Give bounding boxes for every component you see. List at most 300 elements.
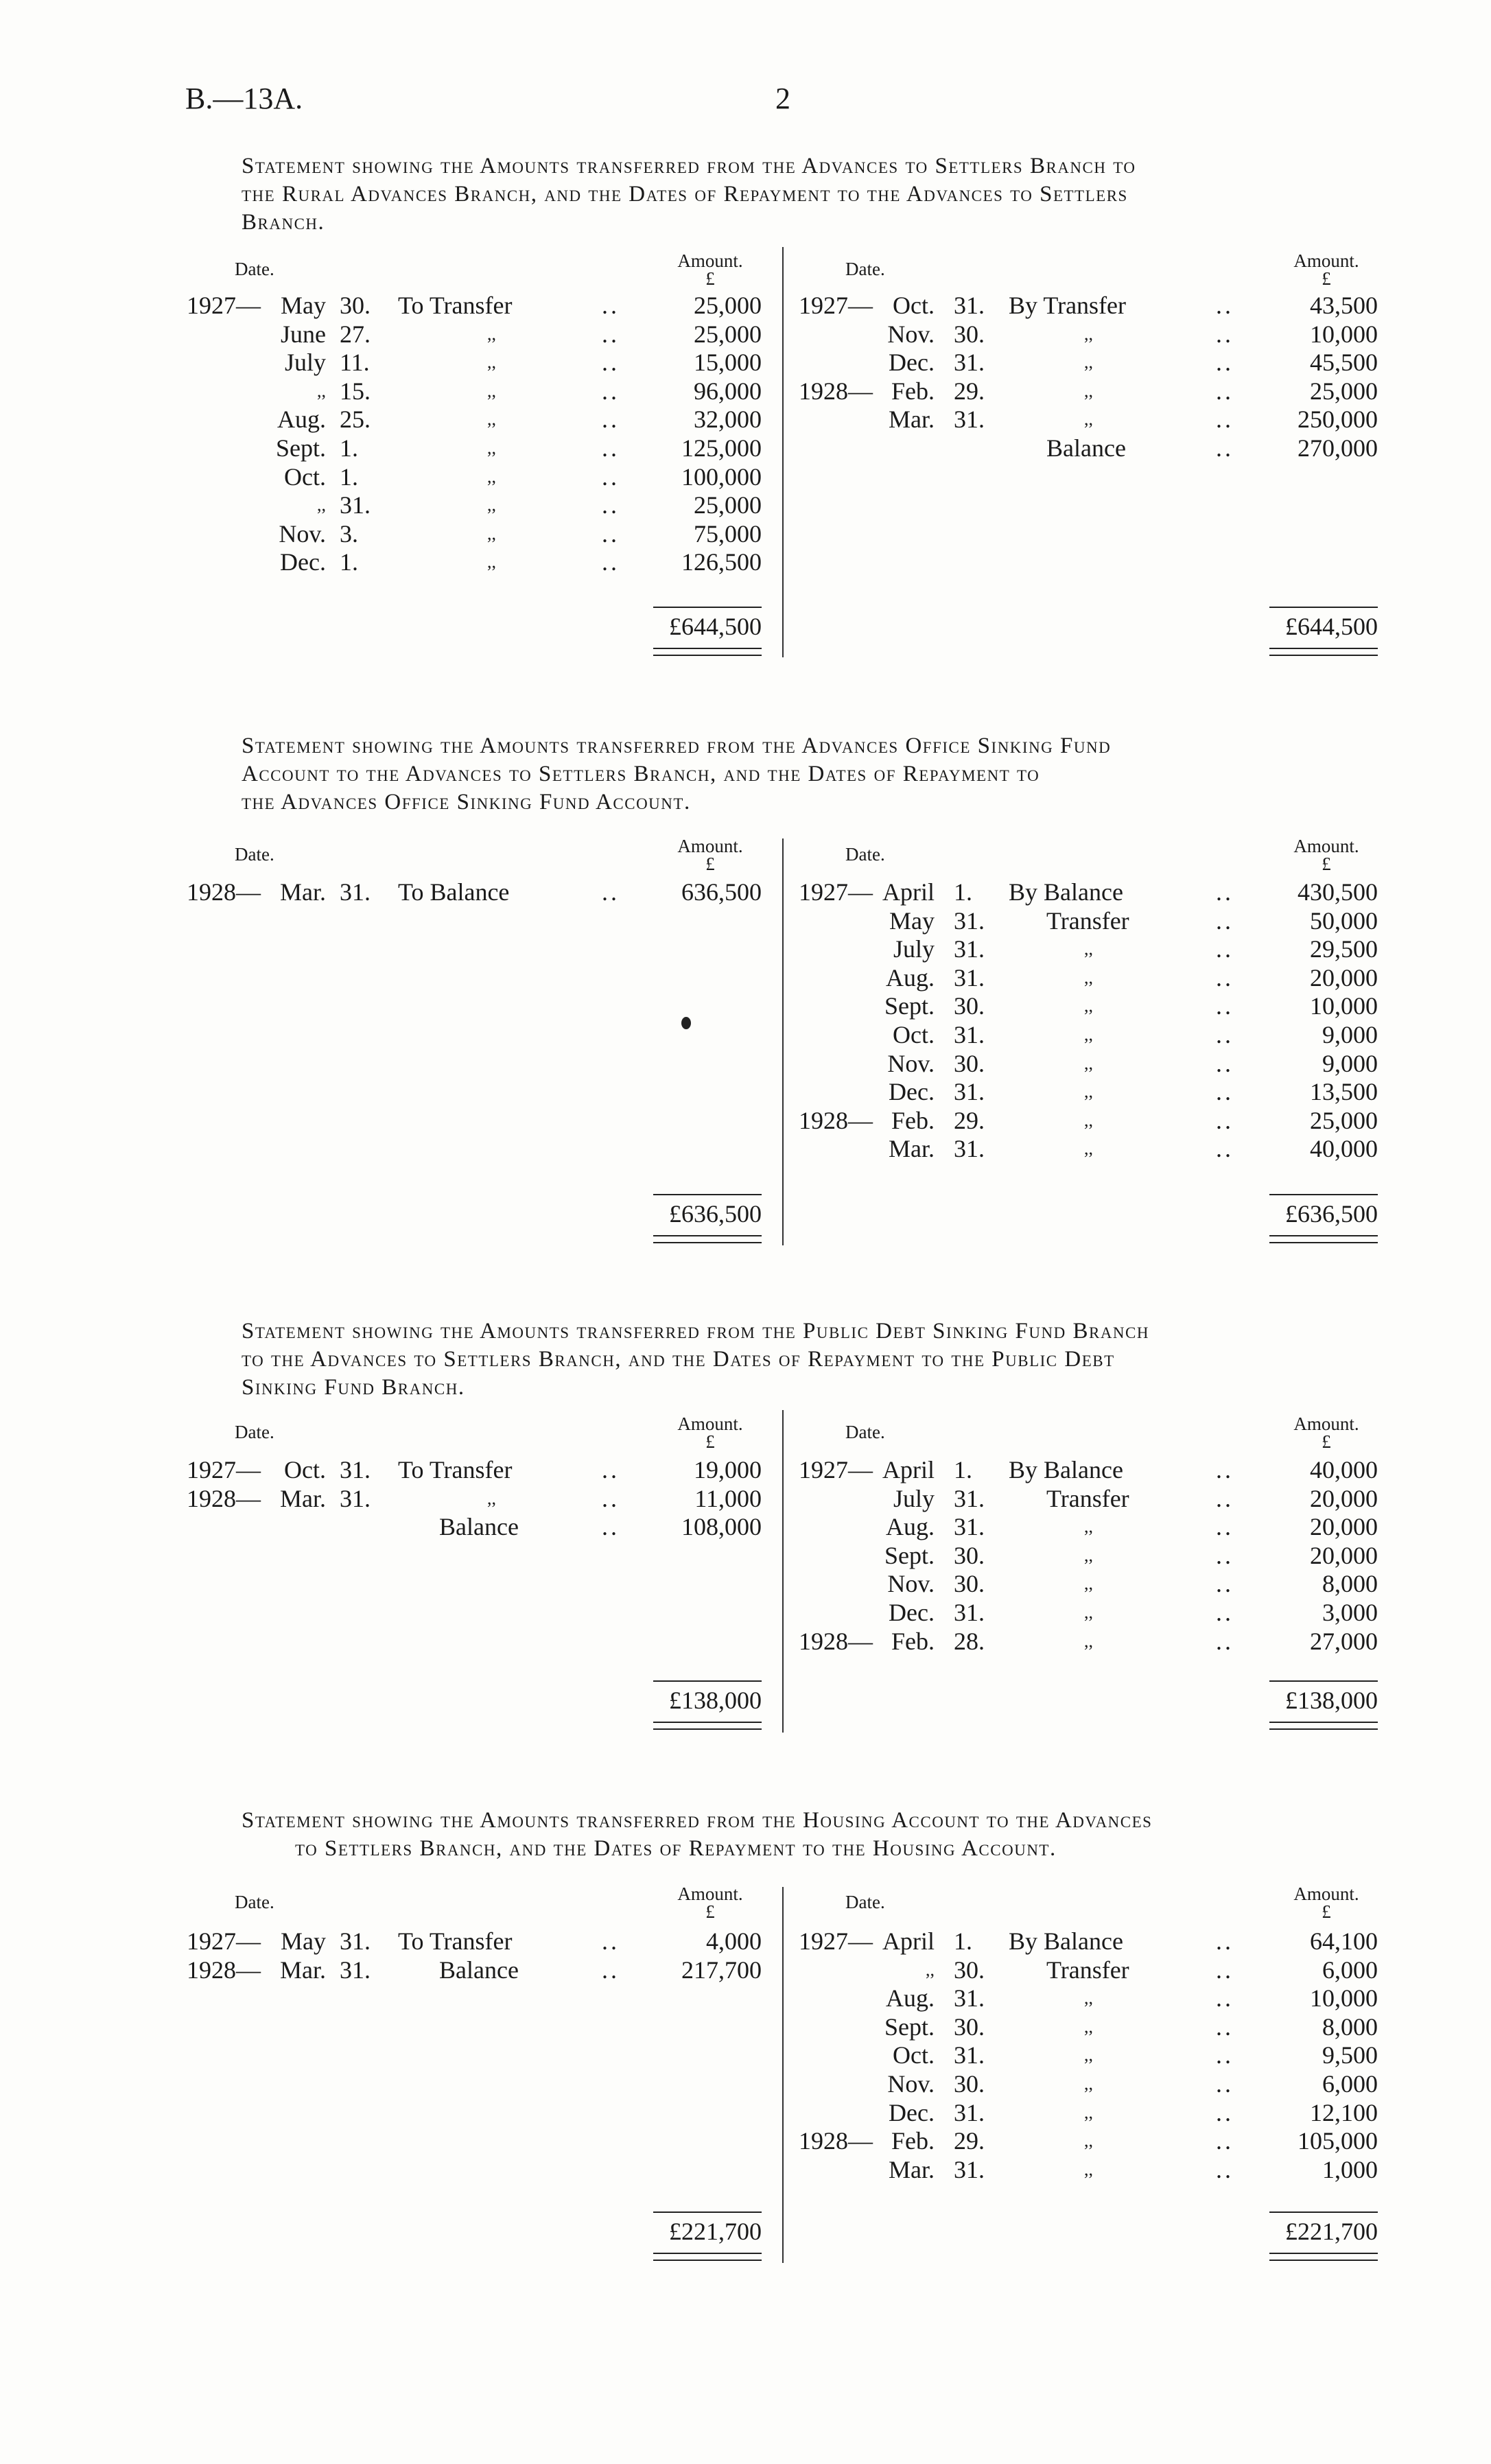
row-amount: 40,000 [1310, 1135, 1378, 1163]
left-total-rule [653, 1680, 762, 1682]
row-month: Oct. [284, 1456, 326, 1483]
right-table-row [0, 377, 1491, 406]
left-total-amount: £221,700 [669, 2218, 762, 2245]
row-amount: 20,000 [1310, 963, 1378, 992]
row-amount: 25,000 [694, 320, 762, 348]
title-line: Branch. [242, 210, 325, 235]
right-table-row [0, 1512, 1491, 1541]
right-table-row [0, 405, 1491, 434]
row-amount: 4,000 [706, 1927, 762, 1955]
row-amount: 64,100 [1310, 1927, 1378, 1955]
left-amount-header: Amount. [677, 836, 743, 856]
row-particulars: ,, [1084, 1545, 1093, 1565]
title-line: the Rural Advances Branch, and the Dates of Repayment to the Advances to Settlers [242, 182, 1128, 207]
row-dots: .. [1216, 1984, 1234, 2013]
right-table-row [0, 1927, 1491, 1956]
row-particulars: To Transfer [398, 1927, 513, 1955]
row-amount: 29,500 [1310, 935, 1378, 963]
row-particulars: Transfer [1046, 1484, 1129, 1512]
right-table-row [0, 935, 1491, 963]
row-year: 1928— [799, 1106, 873, 1134]
left-currency-symbol: £ [705, 268, 715, 289]
title-line: Sinking Fund Branch. [242, 1375, 465, 1400]
row-month: July [284, 349, 326, 377]
row-dots: .. [1216, 349, 1234, 377]
row-month: Nov. [887, 320, 935, 348]
row-amount: 9,500 [1322, 2041, 1378, 2069]
row-particulars: ,, [487, 495, 496, 515]
right-amount-header: Amount. [1293, 1884, 1359, 1904]
row-dots: .. [1216, 1570, 1234, 1598]
row-month: Sept. [884, 992, 935, 1020]
left-double-rule [653, 1722, 762, 1730]
left-currency-symbol: £ [705, 854, 715, 874]
row-day: 25. [340, 406, 371, 434]
row-year: 1928— [799, 2127, 873, 2155]
row-month: Aug. [277, 406, 326, 434]
document-reference: B.—13A. [185, 82, 303, 115]
right-date-header: Date. [845, 1422, 885, 1442]
row-particulars: ,, [1084, 1024, 1093, 1044]
row-year: 1927— [799, 292, 873, 319]
row-amount: 12,100 [1310, 2098, 1378, 2126]
row-day: 31. [954, 1484, 985, 1512]
row-month: Aug. [886, 963, 935, 992]
right-total-amount: £644,500 [1285, 613, 1378, 640]
right-table-row [0, 1020, 1491, 1049]
row-day: 31. [340, 1456, 371, 1483]
row-dots: .. [602, 1927, 620, 1955]
row-dots: .. [602, 548, 620, 576]
right-table-row [0, 1569, 1491, 1598]
row-year: 1928— [187, 1956, 261, 1984]
row-particulars: ,, [487, 323, 496, 344]
right-double-rule [1269, 648, 1378, 656]
row-day: 29. [954, 377, 985, 405]
row-month: ,, [926, 1959, 935, 1980]
row-day: 31. [954, 1135, 985, 1163]
row-dots: .. [602, 878, 620, 906]
row-year: 1928— [799, 1627, 873, 1655]
row-month: April [882, 878, 935, 906]
row-month: July [893, 935, 935, 963]
row-day: 31. [954, 292, 985, 319]
row-day: 31. [954, 2098, 985, 2126]
row-dots: .. [1216, 1541, 1234, 1569]
row-particulars: Balance [1046, 434, 1126, 462]
row-particulars: Transfer [1046, 906, 1129, 935]
row-dots: .. [602, 377, 620, 405]
row-day: 31. [340, 1484, 371, 1512]
row-dots: .. [602, 491, 620, 519]
row-dots: .. [1216, 377, 1234, 405]
row-amount: 25,000 [694, 292, 762, 319]
right-table-row [0, 1106, 1491, 1135]
row-particulars: ,, [487, 409, 496, 430]
right-double-rule [1269, 1235, 1378, 1243]
column-divider [782, 1887, 784, 2263]
row-month: Dec. [889, 2098, 935, 2126]
row-amount: 636,500 [681, 878, 762, 906]
row-particulars: To Balance [398, 878, 510, 906]
row-amount: 50,000 [1310, 906, 1378, 935]
row-particulars: ,, [1084, 996, 1093, 1016]
row-day: 31. [954, 1078, 985, 1106]
left-total-amount: £138,000 [669, 1687, 762, 1714]
row-dots: .. [1216, 2013, 1234, 2041]
row-month: Mar. [280, 1956, 326, 1984]
row-month: Feb. [891, 2127, 935, 2155]
row-month: Mar. [889, 2155, 935, 2183]
row-dots: .. [1216, 1078, 1234, 1106]
row-dots: .. [1216, 1513, 1234, 1541]
row-particulars: ,, [1084, 1573, 1093, 1594]
row-amount: 20,000 [1310, 1513, 1378, 1541]
right-total-rule [1269, 1680, 1378, 1682]
row-amount: 1,000 [1322, 2155, 1378, 2183]
row-month: Nov. [887, 2070, 935, 2098]
row-month: Nov. [887, 1570, 935, 1598]
row-day: 31. [340, 1956, 371, 1984]
right-table-row [0, 1077, 1491, 1106]
row-particulars: ,, [487, 438, 496, 458]
right-total-rule [1269, 2211, 1378, 2213]
row-day: 3. [340, 519, 358, 548]
row-day: 31. [954, 1984, 985, 2013]
left-date-header: Date. [235, 1422, 274, 1442]
statement-title [185, 152, 1379, 237]
row-month: Nov. [279, 519, 326, 548]
row-amount: 6,000 [1322, 1956, 1378, 1984]
right-table-row [0, 1134, 1491, 1163]
row-amount: 20,000 [1310, 1484, 1378, 1512]
row-particulars: ,, [1084, 939, 1093, 959]
row-amount: 8,000 [1322, 2013, 1378, 2041]
row-day: 30. [954, 1956, 985, 1984]
right-table-row [0, 1984, 1491, 2013]
row-day: 30. [954, 992, 985, 1020]
right-table-row [0, 2155, 1491, 2184]
row-year: 1928— [187, 1484, 261, 1512]
left-currency-symbol: £ [705, 1901, 715, 1922]
right-total-amount: £221,700 [1285, 2218, 1378, 2245]
right-double-rule [1269, 2253, 1378, 2261]
column-divider [782, 838, 784, 1245]
row-month: Feb. [891, 1627, 935, 1655]
row-month: Oct. [284, 462, 326, 491]
row-dots: .. [1216, 906, 1234, 935]
row-day: 1. [340, 434, 358, 462]
row-particulars: ,, [487, 466, 496, 486]
row-day: 30. [340, 292, 371, 319]
row-month: Sept. [884, 2013, 935, 2041]
title-line: Statement showing the Amounts transferred from the Housing Account to the Advances [242, 1808, 1153, 1833]
row-particulars: By Balance [1009, 1456, 1123, 1483]
row-month: Oct. [893, 292, 935, 319]
row-dots: .. [1216, 2070, 1234, 2098]
row-month: April [882, 1456, 935, 1483]
title-line: Statement showing the Amounts transferred from the Public Debt Sinking Fund Branch [242, 1319, 1149, 1344]
row-particulars: Balance [439, 1513, 519, 1541]
row-year: 1927— [799, 1927, 873, 1955]
row-day: 27. [340, 320, 371, 348]
row-month: April [882, 1927, 935, 1955]
row-month: June [281, 320, 326, 348]
row-day: 15. [340, 377, 371, 405]
row-particulars: ,, [1084, 2016, 1093, 2037]
row-amount: 270,000 [1298, 434, 1378, 462]
column-divider [782, 1410, 784, 1733]
row-day: 31. [954, 1021, 985, 1048]
right-table-row [0, 348, 1491, 377]
row-month: May [889, 906, 935, 935]
row-year: 1927— [799, 1456, 873, 1483]
row-amount: 108,000 [681, 1513, 762, 1541]
row-dots: .. [1216, 320, 1234, 348]
row-amount: 11,000 [694, 1484, 762, 1512]
row-day: 1. [340, 548, 358, 576]
statement-title [185, 1317, 1379, 1402]
row-dots: .. [602, 406, 620, 434]
row-particulars: ,, [487, 552, 496, 572]
right-date-header: Date. [845, 844, 885, 865]
right-table-row [0, 878, 1491, 906]
statement-title [185, 1807, 1379, 1863]
row-month: Sept. [884, 1541, 935, 1569]
left-total-amount: £644,500 [669, 613, 762, 640]
row-dots: .. [1216, 292, 1234, 319]
row-month: Mar. [889, 1135, 935, 1163]
row-dots: .. [1216, 1456, 1234, 1483]
row-month: Dec. [889, 1078, 935, 1106]
title-line: to Settlers Branch, and the Dates of Repayment to the Housing Account. [295, 1836, 1057, 1861]
left-table-row [0, 491, 1491, 519]
row-amount: 20,000 [1310, 1541, 1378, 1569]
left-double-rule [653, 648, 762, 656]
column-divider [782, 247, 784, 657]
row-month: ,, [317, 380, 326, 401]
row-particulars: ,, [487, 1488, 496, 1508]
right-table-row [0, 320, 1491, 349]
row-amount: 105,000 [1298, 2127, 1378, 2155]
row-dots: .. [602, 349, 620, 377]
row-amount: 430,500 [1298, 878, 1378, 906]
row-day: 31. [340, 491, 371, 519]
row-day: 31. [954, 906, 985, 935]
row-dots: .. [1216, 1627, 1234, 1655]
left-total-rule [653, 2211, 762, 2213]
row-dots: .. [1216, 2155, 1234, 2183]
row-amount: 15,000 [694, 349, 762, 377]
left-total-rule [653, 1194, 762, 1195]
row-dots: .. [602, 292, 620, 319]
title-line: Statement showing the Amounts transferred from the Advances Office Sinking Fund [242, 734, 1112, 758]
title-line: Account to the Advances to Settlers Branch, and the Dates of Repayment to [242, 762, 1040, 786]
right-double-rule [1269, 1722, 1378, 1730]
row-day: 30. [954, 1570, 985, 1598]
row-amount: 9,000 [1322, 1021, 1378, 1048]
row-day: 29. [954, 2127, 985, 2155]
row-dots: .. [1216, 1484, 1234, 1512]
row-day: 31. [954, 349, 985, 377]
left-date-header: Date. [235, 259, 274, 279]
title-line: to the Advances to Settlers Branch, and the Dates of Repayment to the Public Debt [242, 1347, 1115, 1372]
row-year: 1928— [187, 878, 261, 906]
row-amount: 25,000 [1310, 377, 1378, 405]
row-dots: .. [1216, 434, 1234, 462]
right-currency-symbol: £ [1322, 1901, 1331, 1922]
row-day: 31. [954, 2041, 985, 2069]
row-particulars: ,, [1084, 2131, 1093, 2151]
row-day: 31. [340, 1927, 371, 1955]
right-total-amount: £138,000 [1285, 1687, 1378, 1714]
row-dots: .. [1216, 1599, 1234, 1626]
row-particulars: ,, [1084, 323, 1093, 344]
row-particulars: ,, [1084, 2074, 1093, 2093]
row-day: 29. [954, 1106, 985, 1134]
row-day: 11. [340, 349, 370, 377]
left-currency-symbol: £ [705, 1431, 715, 1452]
row-particulars: ,, [1084, 409, 1093, 430]
row-amount: 217,700 [681, 1956, 762, 1984]
row-dots: .. [1216, 1135, 1234, 1163]
row-dots: .. [1216, 1956, 1234, 1984]
right-currency-symbol: £ [1322, 268, 1331, 289]
left-table-row [0, 548, 1491, 576]
row-day: 1. [954, 1927, 972, 1955]
row-dots: .. [1216, 1021, 1234, 1048]
right-table-row [0, 2013, 1491, 2041]
title-line: the Advances Office Sinking Fund Account. [242, 790, 691, 814]
left-date-header: Date. [235, 844, 274, 865]
row-amount: 100,000 [681, 462, 762, 491]
row-day: 28. [954, 1627, 985, 1655]
right-table-row [0, 1049, 1491, 1078]
row-amount: 13,500 [1310, 1078, 1378, 1106]
right-table-row [0, 906, 1491, 935]
row-dots: .. [1216, 992, 1234, 1020]
left-amount-header: Amount. [677, 1413, 743, 1434]
left-total-rule [653, 607, 762, 608]
right-table-row [0, 2041, 1491, 2069]
row-month: ,, [317, 495, 326, 515]
row-amount: 6,000 [1322, 2070, 1378, 2098]
row-day: 30. [954, 1541, 985, 1569]
row-amount: 45,500 [1310, 349, 1378, 377]
row-day: 31. [954, 1599, 985, 1626]
row-year: 1927— [187, 292, 261, 319]
row-particulars: ,, [1084, 967, 1093, 987]
row-amount: 8,000 [1322, 1570, 1378, 1598]
right-table-row [0, 291, 1491, 320]
row-dots: .. [1216, 963, 1234, 992]
left-total-amount: £636,500 [669, 1200, 762, 1228]
row-dots: .. [1216, 935, 1234, 963]
right-table-row [0, 1455, 1491, 1484]
row-amount: 43,500 [1310, 292, 1378, 319]
row-amount: 96,000 [694, 377, 762, 405]
row-day: 31. [954, 935, 985, 963]
row-dots: .. [1216, 2041, 1234, 2069]
row-particulars: ,, [1084, 1630, 1093, 1651]
row-day: 31. [954, 406, 985, 434]
right-amount-header: Amount. [1293, 1413, 1359, 1434]
page-header [185, 81, 1374, 122]
row-amount: 10,000 [1310, 1984, 1378, 2013]
row-particulars: ,, [1084, 2159, 1093, 2179]
row-day: 1. [340, 462, 358, 491]
row-month: July [893, 1484, 935, 1512]
row-particulars: ,, [1084, 1110, 1093, 1130]
row-amount: 3,000 [1322, 1599, 1378, 1626]
row-day: 1. [954, 878, 972, 906]
right-table-row [0, 1598, 1491, 1627]
right-table-row [0, 963, 1491, 992]
row-month: May [281, 1927, 326, 1955]
row-particulars: ,, [1084, 380, 1093, 401]
row-year: 1928— [799, 377, 873, 405]
row-dots: .. [602, 462, 620, 491]
row-amount: 10,000 [1310, 992, 1378, 1020]
row-particulars: ,, [487, 523, 496, 543]
row-dots: .. [602, 1956, 620, 1984]
title-line: Statement showing the Amounts transferred from the Advances to Settlers Branch to [242, 154, 1136, 178]
row-dots: .. [602, 434, 620, 462]
row-month: Feb. [891, 1106, 935, 1134]
row-dots: .. [1216, 2098, 1234, 2126]
row-day: 31. [954, 1513, 985, 1541]
right-table-row [0, 2098, 1491, 2127]
row-month: Dec. [280, 548, 326, 576]
row-dots: .. [1216, 406, 1234, 434]
row-month: Mar. [889, 406, 935, 434]
row-dots: .. [602, 1484, 620, 1512]
left-table-row [0, 519, 1491, 548]
row-month: Mar. [280, 1484, 326, 1512]
statement-title [185, 732, 1379, 817]
row-dots: .. [1216, 1049, 1234, 1077]
row-particulars: To Transfer [398, 1456, 513, 1483]
row-dots: .. [1216, 878, 1234, 906]
row-month: Feb. [891, 377, 935, 405]
row-day: 30. [954, 2013, 985, 2041]
row-amount: 75,000 [694, 519, 762, 548]
right-date-header: Date. [845, 1892, 885, 1912]
row-day: 30. [954, 2070, 985, 2098]
row-dots: .. [1216, 1927, 1234, 1955]
row-particulars: ,, [1084, 2102, 1093, 2122]
row-amount: 25,000 [694, 491, 762, 519]
row-year: 1927— [187, 1456, 261, 1483]
row-dots: .. [602, 320, 620, 348]
row-year: 1927— [799, 878, 873, 906]
row-month: May [281, 292, 326, 319]
right-table-row [0, 2069, 1491, 2098]
row-particulars: Transfer [1046, 1956, 1129, 1984]
right-total-rule [1269, 1194, 1378, 1195]
row-day: 31. [954, 963, 985, 992]
row-day: 30. [954, 1049, 985, 1077]
row-year: 1927— [187, 1927, 261, 1955]
row-amount: 27,000 [1310, 1627, 1378, 1655]
row-particulars: ,, [1084, 352, 1093, 373]
row-particulars: ,, [487, 380, 496, 401]
row-amount: 125,000 [681, 434, 762, 462]
left-date-header: Date. [235, 1892, 274, 1912]
row-dots: .. [1216, 1106, 1234, 1134]
row-month: Sept. [275, 434, 326, 462]
row-dots: .. [602, 1456, 620, 1483]
